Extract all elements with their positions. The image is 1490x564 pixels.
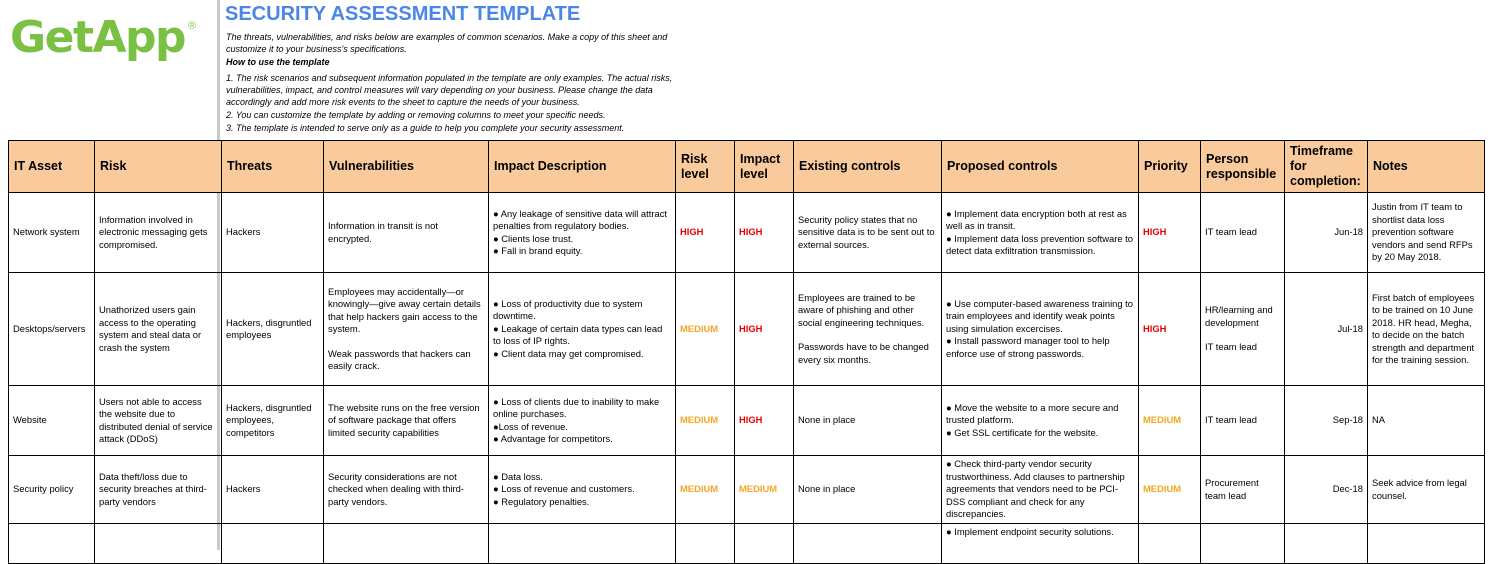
cell-person[interactable]: IT team lead: [1201, 193, 1285, 273]
cell-vulnerabilities[interactable]: [324, 524, 489, 564]
header-impact-level-1: Impact: [740, 151, 781, 166]
header-notes: Notes: [1368, 141, 1485, 193]
cell-asset[interactable]: Desktops/servers: [9, 273, 95, 386]
logo-text: GetApp: [10, 12, 186, 63]
cell-existing-controls[interactable]: [794, 524, 942, 564]
cell-priority[interactable]: HIGH: [1139, 193, 1201, 273]
intro-line-2: customize it to your business's specifications.: [226, 44, 407, 54]
cell-existing-controls[interactable]: [794, 273, 942, 386]
cell-threats[interactable]: Hackers: [222, 456, 324, 524]
impact-bullet: ● Data loss.: [493, 470, 543, 482]
header-timeframe-2: for: [1290, 159, 1307, 173]
cell-impact-level[interactable]: HIGH: [735, 193, 794, 273]
proposed-bullet: ● Use computer-based awareness training to train employees and identify weak points using simulation excercises.: [946, 297, 1134, 334]
cell-threats[interactable]: [222, 524, 324, 564]
cell-proposed-controls[interactable]: [942, 456, 1139, 524]
cell-risk-level[interactable]: MEDIUM: [676, 456, 735, 524]
table-row: [9, 273, 1485, 386]
cell-risk[interactable]: Unathorized users gain access to the operating system and steal data or crash the system: [95, 273, 222, 386]
cell-vulnerabilities[interactable]: The website runs on the free version of software package that offers limited security capabilities: [324, 386, 489, 456]
header-impact-level: [735, 141, 794, 193]
cell-person[interactable]: [1201, 524, 1285, 564]
page-title: SECURITY ASSESSMENT TEMPLATE: [225, 3, 581, 25]
impact-bullet: ●Loss of revenue.: [493, 420, 568, 432]
assessment-table: [8, 140, 1485, 564]
proposed-bullet: ● Check third-party vendor security trustworthiness. Add clauses to partnership agreements that vendors need to be PCI-DSS compliant and check for any discrepancies.: [946, 458, 1125, 520]
impact-bullet: ● Fall in brand equity.: [493, 245, 583, 256]
cell-vulnerabilities[interactable]: [324, 273, 489, 386]
step-2: 2. You can customize the template by adding or removing columns to meet your specific needs.: [226, 110, 606, 120]
step-1-line-a: 1. The risk scenarios and subsequent information populated in the template are only examples. The actual risks,: [226, 73, 673, 83]
step-3: 3. The template is intended to serve only as a guide to help you complete your security assessment.: [226, 123, 625, 133]
table-row: [9, 386, 1485, 456]
header-vulnerabilities: Vulnerabilities: [324, 141, 489, 193]
header-timeframe-1: Timeframe: [1290, 144, 1353, 158]
header-row: [9, 141, 1485, 193]
header-priority: Priority: [1139, 141, 1201, 193]
table-row: [9, 456, 1485, 524]
cell-impact-level[interactable]: [735, 524, 794, 564]
intro-line-1: The threats, vulnerabilities, and risks below are examples of common scenarios. Make a copy of this sheet and: [226, 32, 668, 42]
cell-asset[interactable]: Website: [9, 386, 95, 456]
cell-asset[interactable]: [9, 524, 95, 564]
cell-proposed-controls[interactable]: [942, 273, 1139, 386]
cell-impact[interactable]: [489, 456, 676, 524]
step-1-line-b: vulnerabilities, impact, and control measures will vary depending on your business. Please change the data: [226, 85, 653, 95]
cell-impact[interactable]: [489, 386, 676, 456]
header-timeframe-3: completion:: [1290, 174, 1361, 188]
cell-vulnerabilities[interactable]: Security considerations are not checked when dealing with third-party vendors.: [324, 456, 489, 524]
header-threats: Threats: [222, 141, 324, 193]
header-impact-description: Impact Description: [489, 141, 676, 193]
header-risk-level-1: Risk: [681, 151, 708, 166]
cell-asset[interactable]: Security policy: [9, 456, 95, 524]
header-timeframe: [1285, 141, 1368, 193]
cell-risk[interactable]: Data theft/loss due to security breaches at third-party vendors: [95, 456, 222, 524]
cell-risk-level[interactable]: MEDIUM: [676, 386, 735, 456]
cell-impact[interactable]: [489, 273, 676, 386]
cell-priority[interactable]: HIGH: [1139, 273, 1201, 386]
cell-risk[interactable]: Information involved in electronic messaging gets compromised.: [95, 193, 222, 273]
line-gap: [798, 329, 937, 341]
header-risk: Risk: [95, 141, 222, 193]
cell-priority[interactable]: MEDIUM: [1139, 456, 1201, 524]
header-person-2: responsible: [1206, 166, 1277, 181]
cell-risk[interactable]: [95, 524, 222, 564]
cell-impact[interactable]: [489, 193, 676, 273]
cell-impact[interactable]: [489, 524, 676, 564]
cell-timeframe[interactable]: Sep-18: [1285, 386, 1368, 456]
cell-proposed-controls[interactable]: [942, 386, 1139, 456]
cell-threats[interactable]: Hackers, disgruntled employees: [222, 273, 324, 386]
cell-risk-level[interactable]: [676, 524, 735, 564]
header-it-asset: IT Asset: [9, 141, 95, 193]
cell-priority[interactable]: [1139, 524, 1201, 564]
cell-timeframe[interactable]: Dec-18: [1285, 456, 1368, 524]
cell-notes[interactable]: Justin from IT team to shortlist data loss prevention software vendors and send RFPs by 20 May 2018.: [1368, 193, 1485, 273]
cell-impact-level[interactable]: HIGH: [735, 273, 794, 386]
cell-person[interactable]: Procurement team lead: [1201, 456, 1285, 524]
cell-proposed-controls[interactable]: [942, 524, 1139, 564]
step-1-line-c: accordingly and add more risk events to the sheet to capture the needs of your business.: [226, 97, 580, 107]
cell-risk-level[interactable]: MEDIUM: [676, 273, 735, 386]
line-gap: [328, 336, 484, 348]
cell-risk[interactable]: Users not able to access the website due to distributed denial of service attack (DDoS): [95, 386, 222, 456]
cell-person[interactable]: IT team lead: [1201, 386, 1285, 456]
cell-existing-controls[interactable]: None in place: [794, 456, 942, 524]
header-impact-level-2: level: [740, 166, 768, 181]
person-text: HR/learning and development: [1205, 304, 1273, 328]
cell-risk-level[interactable]: HIGH: [676, 193, 735, 273]
proposed-bullet: ● Install password manager tool to help enforce use of strong passwords.: [946, 335, 1110, 359]
vulnerability-text: Weak passwords that hackers can easily crack.: [328, 347, 471, 371]
cell-threats[interactable]: Hackers: [222, 193, 324, 273]
header-person-1: Person: [1206, 151, 1249, 166]
header-risk-level-2: level: [681, 166, 709, 181]
proposed-bullet: ● Implement data encryption both at rest as well as in transit.: [946, 207, 1127, 231]
getapp-logo: [10, 8, 200, 70]
cell-person[interactable]: [1201, 273, 1285, 386]
cell-vulnerabilities[interactable]: Information in transit is not encrypted.: [324, 193, 489, 273]
cell-notes[interactable]: Seek advice from legal counsel.: [1368, 456, 1485, 524]
impact-bullet: ● Loss of productivity due to system downtime.: [493, 297, 643, 322]
proposed-bullet: ● Implement data loss prevention software to detect data exfiltration transmission.: [946, 232, 1134, 256]
table-row: [9, 524, 1485, 564]
table-row: [9, 193, 1485, 273]
impact-bullet: ● Any leakage of sensitive data will attract penalties from regulatory bodies.: [493, 207, 667, 231]
cell-timeframe[interactable]: Jul-18: [1285, 273, 1368, 386]
cell-existing-controls[interactable]: None in place: [794, 386, 942, 456]
impact-bullet: ● Leakage of certain data types can lead to loss of IP rights.: [493, 322, 663, 347]
header-proposed-controls: Proposed controls: [942, 141, 1139, 193]
how-to-heading-text: How to use the template: [226, 57, 330, 67]
cell-proposed-controls[interactable]: [942, 193, 1139, 273]
impact-bullet: ● Client data may get compromised.: [493, 347, 644, 359]
cell-notes[interactable]: [1368, 524, 1485, 564]
existing-control-text: Employees are trained to be aware of phishing and other social engineering techniques.: [798, 291, 925, 328]
impact-bullet: ● Loss of clients due to inability to make online purchases.: [493, 395, 660, 419]
how-to-heading: [226, 56, 330, 68]
proposed-bullet: ● Get SSL certificate for the website.: [946, 426, 1099, 438]
line-gap: [1205, 329, 1280, 341]
impact-bullet: ● Loss of revenue and customers.: [493, 483, 635, 495]
cell-timeframe[interactable]: [1285, 524, 1368, 564]
header-existing-controls: Existing controls: [794, 141, 942, 193]
cell-notes[interactable]: NA: [1368, 386, 1485, 456]
header-risk-level: [676, 141, 735, 193]
person-text: IT team lead: [1205, 341, 1257, 353]
cell-impact-level[interactable]: MEDIUM: [735, 456, 794, 524]
cell-priority[interactable]: MEDIUM: [1139, 386, 1201, 456]
impact-bullet: ● Regulatory penalties.: [493, 495, 590, 507]
cell-existing-controls[interactable]: Security policy states that no sensitive data is to be sent out to external sources.: [794, 193, 942, 273]
existing-control-text: Passwords have to be changed every six months.: [798, 341, 929, 365]
cell-asset[interactable]: Network system: [9, 193, 95, 273]
cell-timeframe[interactable]: Jun-18: [1285, 193, 1368, 273]
impact-bullet: ● Clients lose trust.: [493, 232, 574, 244]
proposed-bullet: ● Implement endpoint security solutions.: [946, 526, 1114, 537]
header-person-responsible: [1201, 141, 1285, 193]
cell-threats[interactable]: Hackers, disgruntled employees, competitors: [222, 386, 324, 456]
cell-impact-level[interactable]: HIGH: [735, 386, 794, 456]
registered-mark: ®: [188, 20, 197, 32]
impact-bullet: ● Advantage for competitors.: [493, 433, 613, 444]
cell-notes[interactable]: First batch of employees to be trained on 10 June 2018. HR head, Megha, to decide on the batch strength and department for the training session.: [1368, 273, 1485, 386]
vulnerability-text: Employees may accidentally—or knowingly—give away certain details that help hackers gain access to the system.: [328, 285, 481, 334]
proposed-bullet: ● Move the website to a more secure and trusted platform.: [946, 401, 1119, 426]
